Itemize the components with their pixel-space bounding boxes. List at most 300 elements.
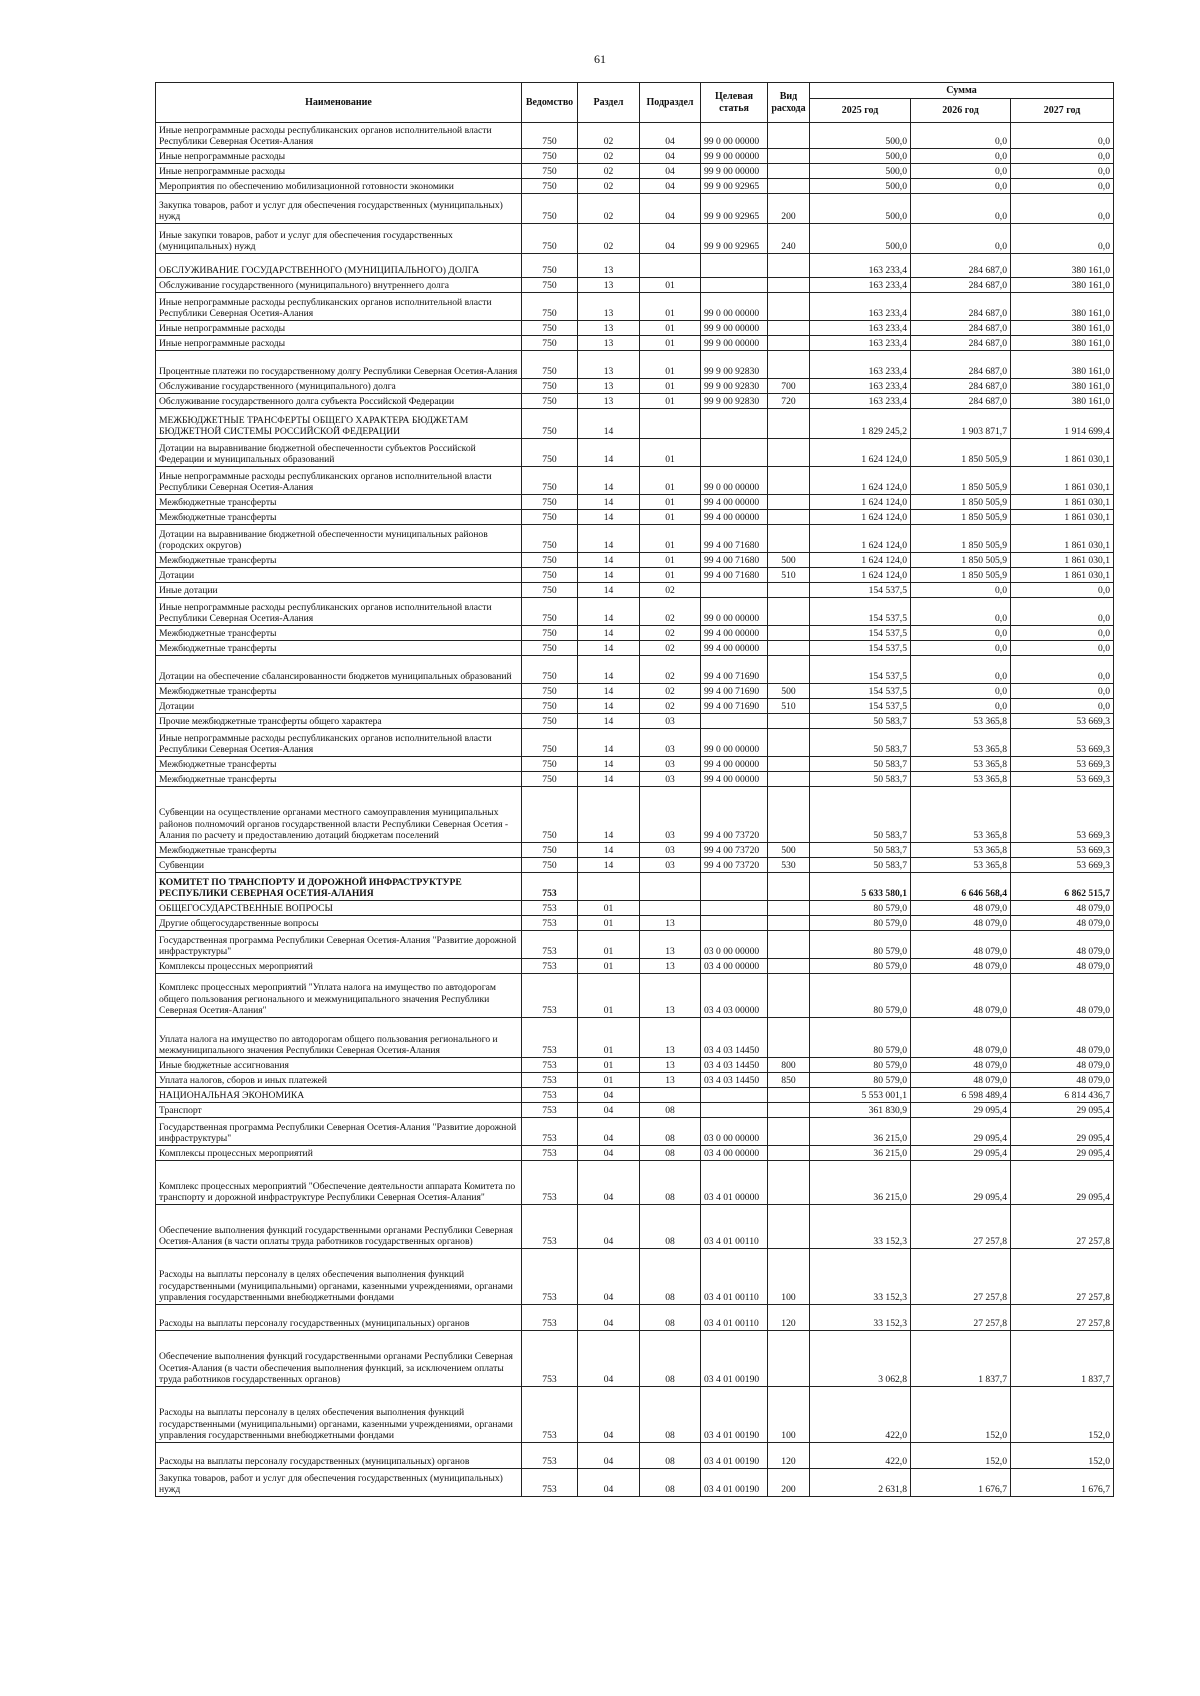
cell-name: Расходы на выплаты персоналу государственных (муниципальных) органов [156,1443,522,1469]
cell-target: 03 0 00 00000 [701,931,768,959]
cell-2027: 0,0 [1011,194,1114,224]
table-body [156,123,1114,1497]
cell-section: 04 [578,1331,640,1387]
cell-target [701,714,768,729]
cell-name: Обслуживание государственного долга субъекта Российской Федерации [156,394,522,409]
cell-dept: 753 [522,901,578,916]
cell-2025: 50 583,7 [810,787,911,843]
cell-subsection [640,409,701,439]
cell-2026: 1 850 505,9 [911,553,1011,568]
cell-dept: 753 [522,959,578,974]
cell-name: Комплексы процессных мероприятий [156,959,522,974]
cell-dept: 753 [522,1205,578,1249]
cell-2027: 27 257,8 [1011,1249,1114,1305]
cell-dept: 750 [522,583,578,598]
cell-name: Иные непрограммные расходы республиканских органов исполнительной власти Республики Северная Осетия-Алания [156,123,522,149]
cell-name: Межбюджетные трансферты [156,757,522,772]
cell-2027: 48 079,0 [1011,1018,1114,1058]
cell-2025: 80 579,0 [810,1073,911,1088]
cell-subsection: 08 [640,1305,701,1331]
cell-name: Расходы на выплаты персоналу в целях обеспечения выполнения функций государственными (муниципальными) органами, казенными учреждениями, органами управления государственными внебюджетными фондами [156,1387,522,1443]
cell-name: Иные непрограммные расходы республиканских органов исполнительной власти Республики Северная Осетия-Алания [156,293,522,321]
cell-kind: 100 [768,1387,810,1443]
cell-dept: 753 [522,1146,578,1161]
cell-section: 14 [578,843,640,858]
cell-target [701,873,768,901]
cell-name: Уплата налогов, сборов и иных платежей [156,1073,522,1088]
table-row [156,729,1114,757]
cell-target [701,278,768,293]
cell-dept: 750 [522,553,578,568]
cell-subsection: 01 [640,568,701,583]
cell-kind [768,439,810,467]
cell-2027: 0,0 [1011,699,1114,714]
table-row [156,525,1114,553]
cell-2025: 500,0 [810,194,911,224]
cell-dept: 750 [522,224,578,254]
cell-name: Иные непрограммные расходы республиканских органов исполнительной власти Республики Северная Осетия-Алания [156,729,522,757]
table-row [156,553,1114,568]
cell-kind: 700 [768,379,810,394]
cell-name: Комплексы процессных мероприятий [156,1146,522,1161]
cell-name: Межбюджетные трансферты [156,626,522,641]
cell-subsection: 02 [640,626,701,641]
cell-section: 14 [578,568,640,583]
table-row [156,858,1114,873]
table-row [156,495,1114,510]
cell-2026: 284 687,0 [911,394,1011,409]
table-row [156,1205,1114,1249]
cell-kind [768,729,810,757]
cell-subsection: 03 [640,772,701,787]
cell-target: 99 0 00 00000 [701,729,768,757]
cell-2026: 1 837,7 [911,1331,1011,1387]
cell-dept: 750 [522,787,578,843]
cell-section: 14 [578,684,640,699]
cell-kind: 850 [768,1073,810,1088]
table-row [156,321,1114,336]
cell-2025: 50 583,7 [810,729,911,757]
cell-kind [768,974,810,1018]
cell-section: 04 [578,1469,640,1497]
table-row [156,901,1114,916]
cell-kind [768,321,810,336]
cell-subsection: 03 [640,714,701,729]
cell-target: 99 4 00 71690 [701,699,768,714]
cell-2027: 0,0 [1011,641,1114,656]
cell-name: Субвенции на осуществление органами местного самоуправления муниципальных районов полномочий органов государственной власти Республики Северная Осетия - Алания по расчету и предоставлению дотаций бюджетам поселений [156,787,522,843]
table-row [156,699,1114,714]
cell-2026: 6 646 568,4 [911,873,1011,901]
cell-2027: 0,0 [1011,626,1114,641]
cell-subsection: 04 [640,179,701,194]
cell-dept: 753 [522,931,578,959]
cell-target: 99 4 00 00000 [701,510,768,525]
cell-section: 14 [578,757,640,772]
cell-subsection: 13 [640,974,701,1018]
cell-name: Уплата налога на имущество по автодорогам общего пользования регионального и межмуниципального значения Республики Северная Осетия-Алания [156,1018,522,1058]
cell-2026: 1 850 505,9 [911,568,1011,583]
cell-name: Иные закупки товаров, работ и услуг для обеспечения государственных (муниципальных) нужд [156,224,522,254]
cell-2025: 163 233,4 [810,336,911,351]
cell-2027: 48 079,0 [1011,916,1114,931]
cell-section: 04 [578,1205,640,1249]
cell-2026: 284 687,0 [911,336,1011,351]
cell-dept: 750 [522,757,578,772]
cell-dept: 750 [522,467,578,495]
cell-target: 99 9 00 92965 [701,194,768,224]
cell-2027: 53 669,3 [1011,787,1114,843]
cell-target: 03 0 00 00000 [701,1118,768,1146]
header-name: Наименование [156,83,522,123]
cell-2025: 50 583,7 [810,772,911,787]
cell-target: 99 0 00 00000 [701,598,768,626]
cell-subsection: 02 [640,583,701,598]
cell-section: 13 [578,321,640,336]
cell-subsection: 13 [640,931,701,959]
cell-dept: 753 [522,916,578,931]
cell-2025: 1 624 124,0 [810,495,911,510]
cell-dept: 750 [522,699,578,714]
cell-2025: 33 152,3 [810,1305,911,1331]
cell-dept: 750 [522,684,578,699]
cell-2027: 0,0 [1011,684,1114,699]
cell-section: 04 [578,1103,640,1118]
cell-dept: 750 [522,439,578,467]
cell-2027: 380 161,0 [1011,351,1114,379]
cell-section: 13 [578,254,640,278]
cell-target: 99 9 00 00000 [701,336,768,351]
cell-2025: 50 583,7 [810,843,911,858]
cell-2027: 29 095,4 [1011,1161,1114,1205]
cell-2027: 1 837,7 [1011,1331,1114,1387]
cell-subsection: 04 [640,123,701,149]
cell-2027: 27 257,8 [1011,1305,1114,1331]
cell-kind [768,409,810,439]
cell-2025: 163 233,4 [810,351,911,379]
cell-2025: 361 830,9 [810,1103,911,1118]
cell-2027: 152,0 [1011,1387,1114,1443]
cell-2025: 36 215,0 [810,1146,911,1161]
cell-name: Расходы на выплаты персоналу государственных (муниципальных) органов [156,1305,522,1331]
cell-name: Субвенции [156,858,522,873]
cell-subsection: 08 [640,1469,701,1497]
table-row [156,598,1114,626]
page-number: 61 [594,52,606,66]
cell-2027: 1 861 030,1 [1011,553,1114,568]
table-row [156,293,1114,321]
cell-kind [768,467,810,495]
cell-2026: 48 079,0 [911,901,1011,916]
cell-2026: 284 687,0 [911,254,1011,278]
cell-2027: 53 669,3 [1011,757,1114,772]
cell-name: Межбюджетные трансферты [156,641,522,656]
table-row [156,254,1114,278]
cell-subsection: 01 [640,293,701,321]
cell-section: 13 [578,336,640,351]
cell-2026: 48 079,0 [911,916,1011,931]
cell-2025: 50 583,7 [810,858,911,873]
cell-target: 99 9 00 00000 [701,164,768,179]
cell-kind [768,179,810,194]
cell-subsection: 01 [640,510,701,525]
cell-2025: 1 624 124,0 [810,510,911,525]
table-row [156,194,1114,224]
cell-name: Межбюджетные трансферты [156,772,522,787]
cell-name: Закупка товаров, работ и услуг для обеспечения государственных (муниципальных) нужд [156,194,522,224]
cell-2025: 500,0 [810,179,911,194]
cell-2027: 1 914 699,4 [1011,409,1114,439]
cell-section: 14 [578,656,640,684]
cell-kind [768,1205,810,1249]
cell-kind: 500 [768,843,810,858]
cell-2025: 422,0 [810,1387,911,1443]
cell-2025: 154 537,5 [810,684,911,699]
cell-2026: 53 365,8 [911,772,1011,787]
cell-dept: 753 [522,1073,578,1088]
table-row [156,1088,1114,1103]
cell-name: Государственная программа Республики Северная Осетия-Алания "Развитие дорожной инфраструктуры" [156,931,522,959]
cell-2026: 152,0 [911,1387,1011,1443]
cell-kind [768,164,810,179]
cell-target: 03 4 03 14450 [701,1018,768,1058]
header-2026: 2026 год [911,99,1011,123]
cell-subsection: 02 [640,656,701,684]
cell-section: 01 [578,1018,640,1058]
table-row [156,439,1114,467]
cell-2027: 380 161,0 [1011,278,1114,293]
table-row [156,1018,1114,1058]
cell-subsection: 01 [640,321,701,336]
cell-subsection: 08 [640,1146,701,1161]
cell-dept: 750 [522,568,578,583]
cell-subsection: 03 [640,858,701,873]
cell-2026: 284 687,0 [911,278,1011,293]
cell-subsection: 13 [640,959,701,974]
cell-name: НАЦИОНАЛЬНАЯ ЭКОНОМИКА [156,1088,522,1103]
cell-2025: 500,0 [810,123,911,149]
cell-target: 03 4 03 14450 [701,1073,768,1088]
table-row [156,394,1114,409]
cell-name: Прочие межбюджетные трансферты общего характера [156,714,522,729]
cell-2026: 1 903 871,7 [911,409,1011,439]
cell-kind [768,525,810,553]
cell-2025: 163 233,4 [810,379,911,394]
cell-name: Иные непрограммные расходы [156,149,522,164]
table-row [156,409,1114,439]
cell-2026: 1 850 505,9 [911,495,1011,510]
cell-dept: 750 [522,641,578,656]
cell-section: 01 [578,959,640,974]
table-row [156,1146,1114,1161]
cell-subsection: 02 [640,699,701,714]
cell-dept: 750 [522,149,578,164]
cell-2027: 380 161,0 [1011,254,1114,278]
cell-dept: 750 [522,858,578,873]
cell-section: 14 [578,495,640,510]
table-row [156,583,1114,598]
cell-target: 99 4 00 71690 [701,656,768,684]
cell-2025: 154 537,5 [810,699,911,714]
header-2027: 2027 год [1011,99,1114,123]
cell-name: Расходы на выплаты персоналу в целях обеспечения выполнения функций государственными (муниципальными) органами, казенными учреждениями, органами управления государственными внебюджетными фондами [156,1249,522,1305]
cell-kind: 120 [768,1305,810,1331]
cell-2027: 27 257,8 [1011,1205,1114,1249]
cell-2025: 154 537,5 [810,626,911,641]
cell-subsection: 02 [640,684,701,699]
table-row [156,1073,1114,1088]
cell-2025: 1 624 124,0 [810,467,911,495]
table-row [156,1161,1114,1205]
cell-2027: 48 079,0 [1011,974,1114,1018]
cell-kind [768,714,810,729]
cell-2026: 53 365,8 [911,714,1011,729]
table-row [156,974,1114,1018]
cell-2027: 48 079,0 [1011,959,1114,974]
cell-section: 14 [578,729,640,757]
table-row [156,931,1114,959]
cell-2027: 29 095,4 [1011,1103,1114,1118]
table-row [156,568,1114,583]
cell-2026: 0,0 [911,641,1011,656]
cell-target: 99 4 00 00000 [701,495,768,510]
cell-section: 14 [578,626,640,641]
cell-kind [768,901,810,916]
cell-subsection: 01 [640,394,701,409]
cell-target: 99 4 00 73720 [701,843,768,858]
cell-dept: 750 [522,626,578,641]
cell-section: 01 [578,916,640,931]
cell-subsection: 01 [640,351,701,379]
cell-dept: 753 [522,1088,578,1103]
table-row [156,123,1114,149]
cell-2027: 0,0 [1011,224,1114,254]
cell-target: 03 4 01 00190 [701,1443,768,1469]
cell-target: 99 4 00 73720 [701,858,768,873]
cell-dept: 750 [522,714,578,729]
table-row [156,379,1114,394]
cell-kind [768,351,810,379]
cell-2027: 0,0 [1011,583,1114,598]
cell-kind [768,495,810,510]
cell-subsection: 01 [640,336,701,351]
cell-target: 99 9 00 92830 [701,351,768,379]
cell-section: 02 [578,194,640,224]
cell-2025: 163 233,4 [810,321,911,336]
cell-section: 02 [578,164,640,179]
cell-name: Межбюджетные трансферты [156,684,522,699]
cell-2026: 0,0 [911,194,1011,224]
cell-2025: 422,0 [810,1443,911,1469]
table-row [156,1305,1114,1331]
cell-target: 03 4 00 00000 [701,959,768,974]
cell-2027: 380 161,0 [1011,293,1114,321]
cell-section: 01 [578,1073,640,1088]
cell-2025: 3 062,8 [810,1331,911,1387]
cell-section: 14 [578,699,640,714]
cell-2026: 53 365,8 [911,858,1011,873]
table-row [156,684,1114,699]
cell-kind: 500 [768,684,810,699]
cell-section: 01 [578,901,640,916]
cell-subsection: 08 [640,1331,701,1387]
cell-target: 99 4 00 71680 [701,568,768,583]
cell-kind [768,254,810,278]
cell-2025: 80 579,0 [810,1018,911,1058]
cell-dept: 753 [522,1249,578,1305]
cell-kind: 510 [768,568,810,583]
cell-2027: 1 861 030,1 [1011,525,1114,553]
cell-2026: 1 676,7 [911,1469,1011,1497]
cell-2025: 1 829 245,2 [810,409,911,439]
cell-kind: 530 [768,858,810,873]
cell-name: Иные непрограммные расходы [156,321,522,336]
table-row [156,1331,1114,1387]
cell-section: 02 [578,123,640,149]
cell-kind: 720 [768,394,810,409]
cell-2026: 0,0 [911,179,1011,194]
cell-2026: 0,0 [911,123,1011,149]
cell-section: 13 [578,293,640,321]
table-row [156,641,1114,656]
cell-kind [768,583,810,598]
cell-name: Транспорт [156,1103,522,1118]
table-row [156,1469,1114,1497]
cell-target [701,409,768,439]
cell-section: 14 [578,467,640,495]
cell-subsection: 04 [640,194,701,224]
cell-2027: 6 814 436,7 [1011,1088,1114,1103]
cell-subsection [640,254,701,278]
cell-2025: 36 215,0 [810,1161,911,1205]
cell-target: 99 0 00 00000 [701,293,768,321]
cell-2026: 0,0 [911,583,1011,598]
cell-2027: 53 669,3 [1011,714,1114,729]
cell-name: ОБСЛУЖИВАНИЕ ГОСУДАРСТВЕННОГО (МУНИЦИПАЛЬНОГО) ДОЛГА [156,254,522,278]
cell-subsection: 01 [640,495,701,510]
cell-name: Иные непрограммные расходы республиканских органов исполнительной власти Республики Северная Осетия-Алания [156,467,522,495]
cell-section: 14 [578,772,640,787]
cell-name: Процентные платежи по государственному долгу Республики Северная Осетия-Алания [156,351,522,379]
cell-subsection: 01 [640,467,701,495]
cell-2026: 0,0 [911,224,1011,254]
cell-section: 04 [578,1118,640,1146]
table-row [156,873,1114,901]
cell-2025: 80 579,0 [810,1058,911,1073]
cell-section: 01 [578,1058,640,1073]
cell-subsection [640,1088,701,1103]
cell-2027: 1 861 030,1 [1011,495,1114,510]
cell-dept: 753 [522,1443,578,1469]
cell-section: 04 [578,1161,640,1205]
cell-target: 03 4 01 00110 [701,1249,768,1305]
cell-section: 01 [578,931,640,959]
cell-subsection: 08 [640,1387,701,1443]
cell-subsection: 08 [640,1205,701,1249]
cell-section: 04 [578,1443,640,1469]
cell-2025: 1 624 124,0 [810,553,911,568]
cell-dept: 753 [522,1305,578,1331]
cell-2025: 80 579,0 [810,959,911,974]
cell-section: 14 [578,525,640,553]
cell-kind [768,278,810,293]
cell-name: ОБЩЕГОСУДАРСТВЕННЫЕ ВОПРОСЫ [156,901,522,916]
table-row [156,164,1114,179]
cell-2025: 154 537,5 [810,583,911,598]
cell-2026: 0,0 [911,626,1011,641]
cell-name: Межбюджетные трансферты [156,553,522,568]
cell-dept: 753 [522,1018,578,1058]
